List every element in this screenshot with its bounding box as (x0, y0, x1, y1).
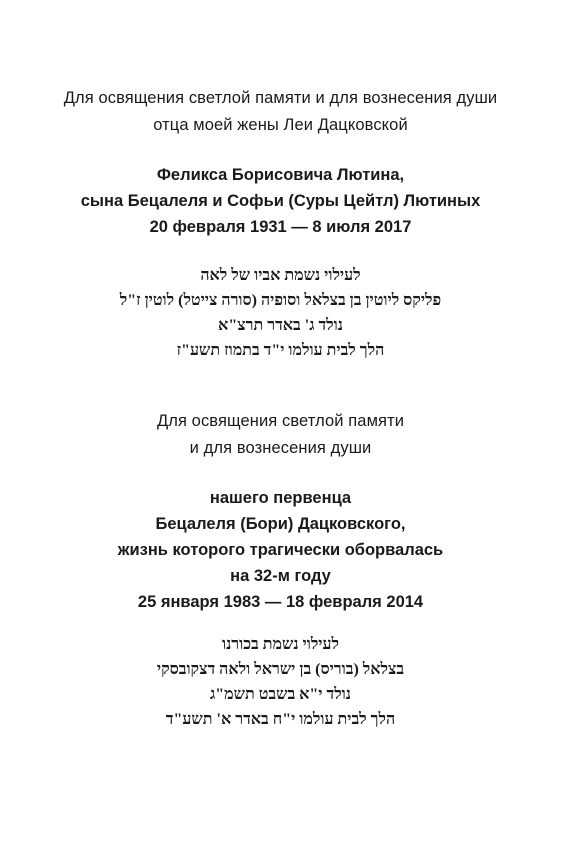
dedication1-name-line-1: Феликса Борисовича Лютина, (156, 166, 405, 184)
dedication2-name-line-1: нашего первенца (209, 489, 352, 507)
dedication1-dates: 20 февраля 1931 — 8 июля 2017 (149, 218, 412, 236)
dedication1-hebrew-line-1: לעילוי נשמת אביו של לאה (200, 267, 361, 284)
dedication1-intro-line-2: отца моей жены Леи Дацковской (153, 116, 408, 134)
dedication2-intro-line-2: и для вознесения души (189, 439, 372, 457)
dedication2-hebrew-line-4: הלך לבית עולמו י"ח באדר א' תשע"ד (165, 711, 396, 728)
dedication1-hebrew-line-4: הלך לבית עולמו י"ד בתמוז תשע"ז (176, 342, 385, 359)
dedication2-name-line-4: на 32-м году (230, 567, 331, 585)
dedication2-hebrew-line-3: נולד י"א בשבט תשמ"ג (210, 686, 351, 703)
dedication1-hebrew-line-3: נולד ג' באדר תרצ"א (218, 317, 343, 334)
dedication1-hebrew-line-2: פליקס ליוטין בן בצלאל וסופיה (סורה צייטל) לוטין ז"ל (119, 292, 442, 309)
dedication1-name-line-2: сына Бецалеля и Софьи (Суры Цейтл) Лютиных (80, 192, 481, 210)
dedication2-name-line-3: жизнь которого трагически оборвалась (117, 541, 444, 559)
dedication2-dates: 25 января 1983 — 18 февраля 2014 (137, 593, 424, 611)
dedication2-hebrew-line-2: בצלאל (בוריס) בן ישראל ולאה דצקובסקי (156, 661, 405, 678)
dedication2-intro-line-1: Для освящения светлой памяти (156, 412, 405, 430)
dedication2-hebrew-line-1: לעילוי נשמת בכורנו (221, 636, 340, 653)
dedication1-intro-line-1: Для освящения светлой памяти и для вознесения души (63, 89, 498, 107)
dedication2-name-line-2: Бецалеля (Бори) Дацковского, (155, 515, 406, 533)
